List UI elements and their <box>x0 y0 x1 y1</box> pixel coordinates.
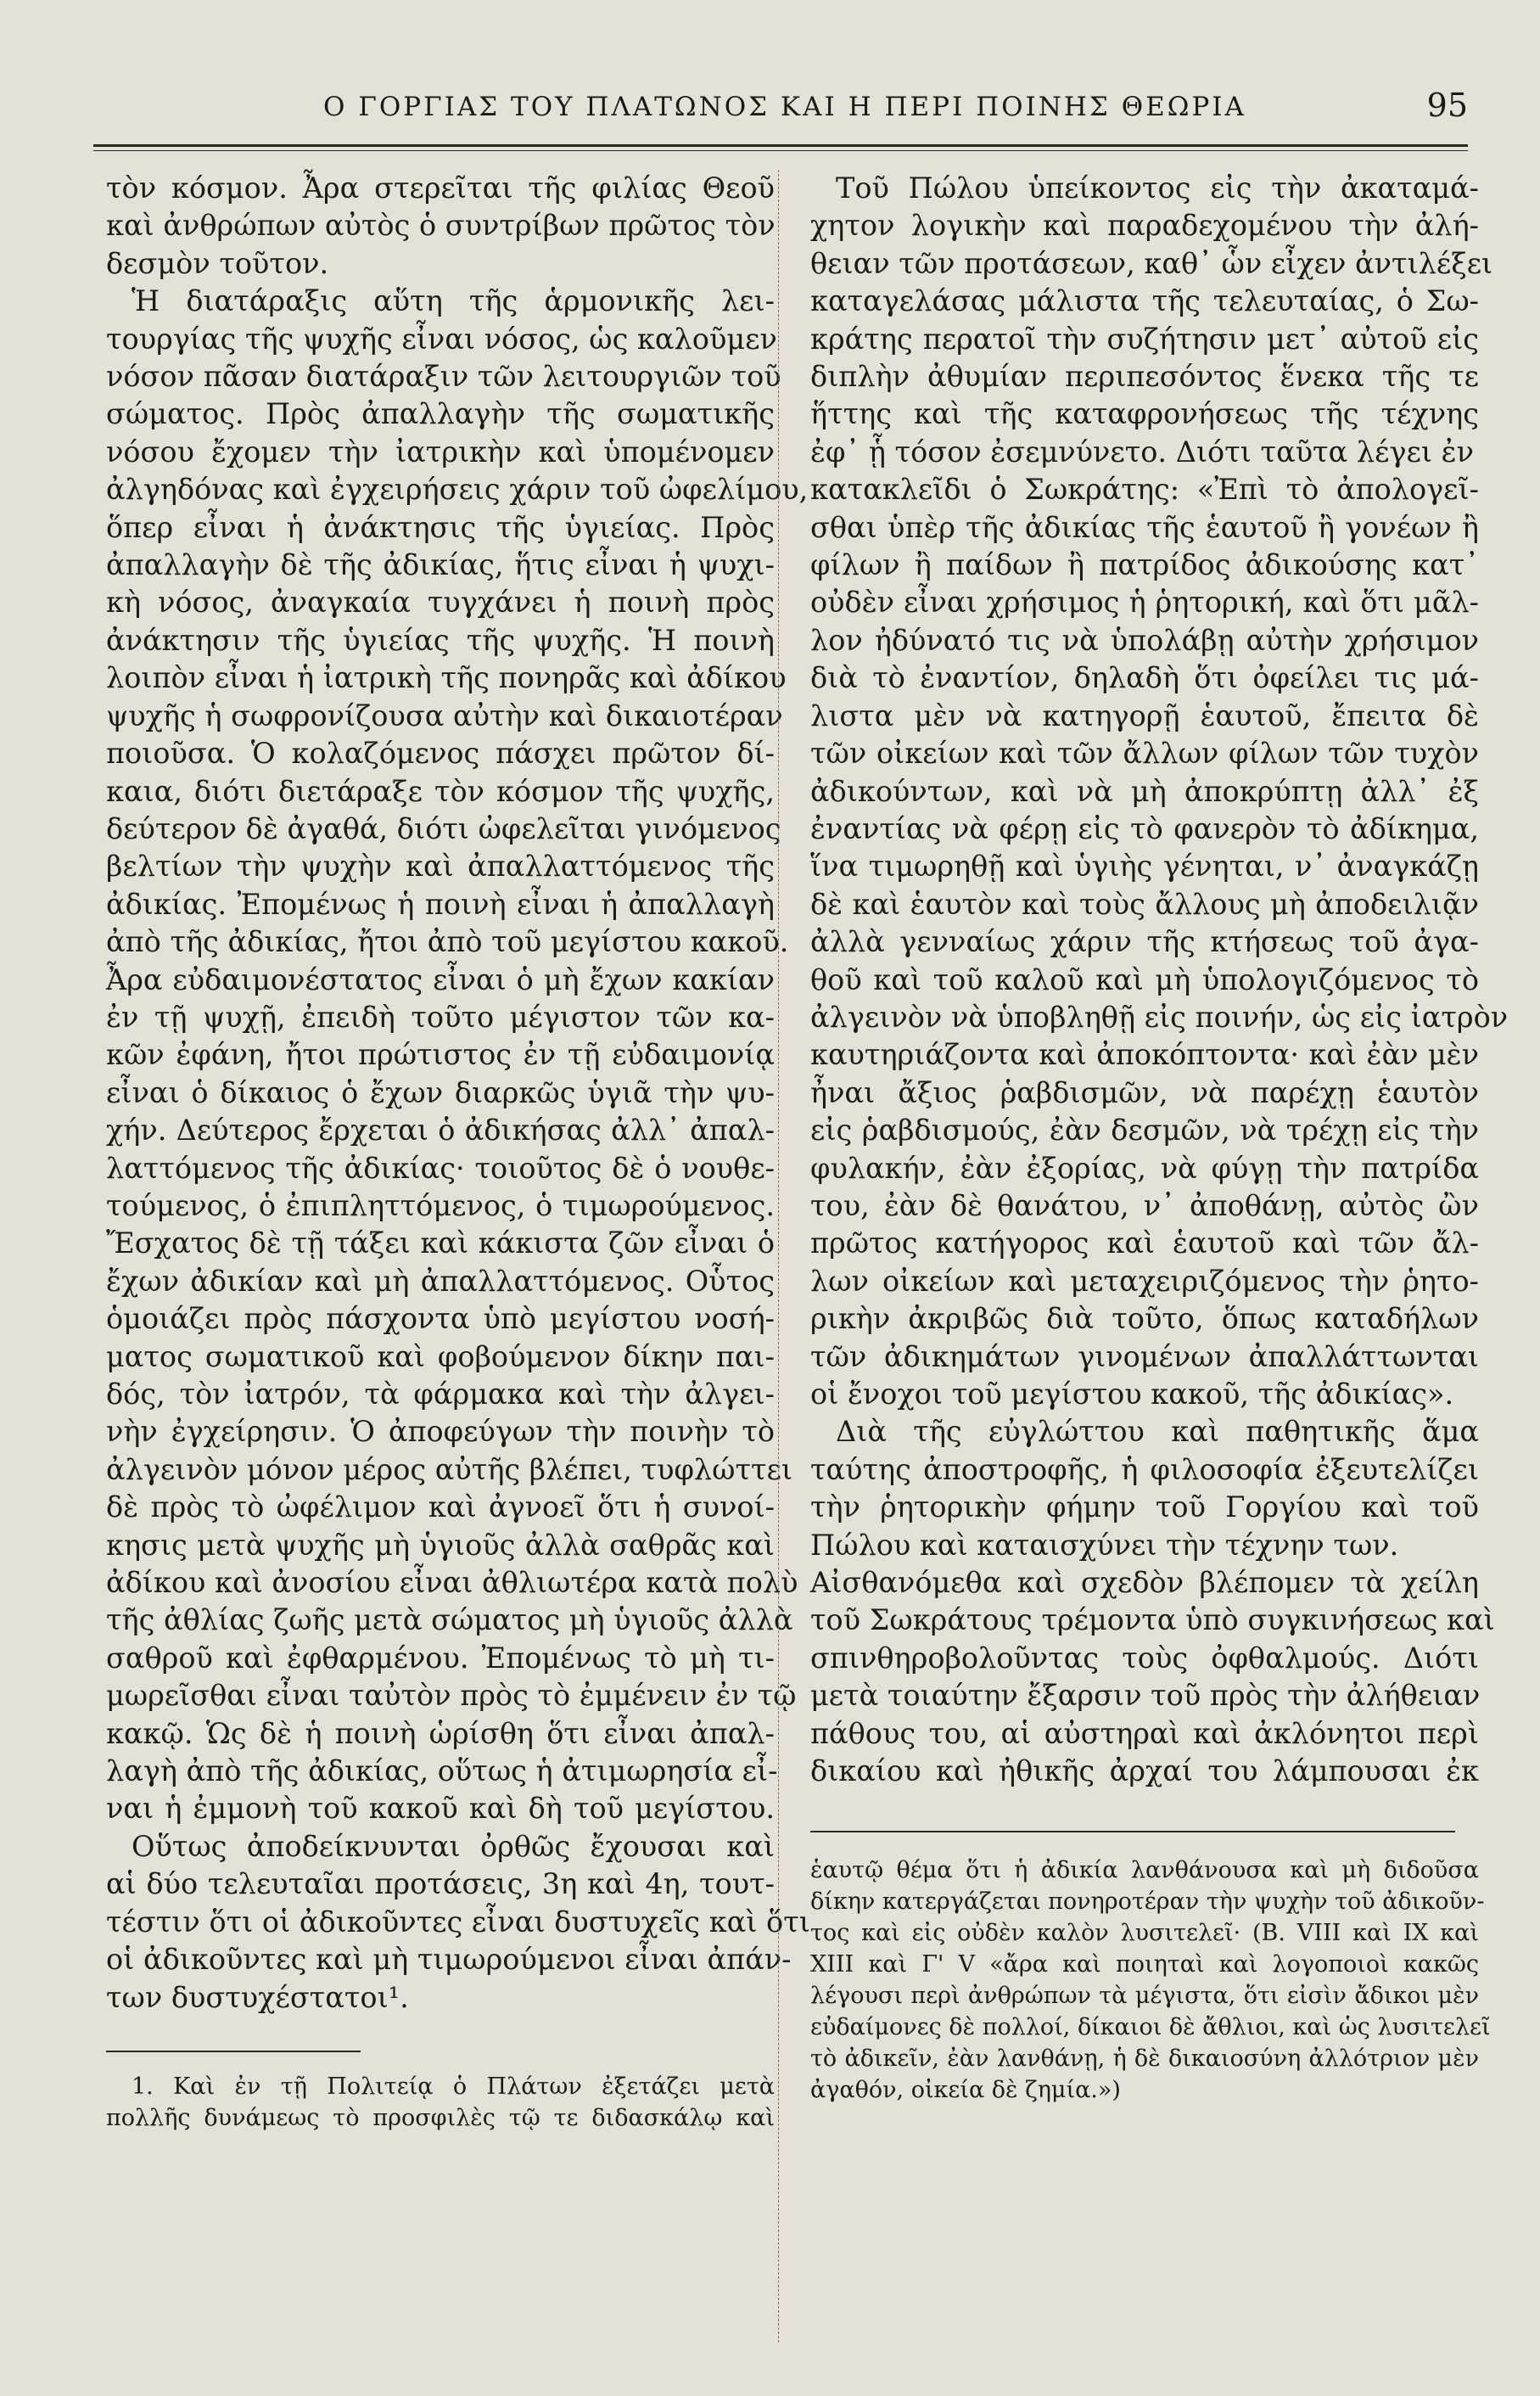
text-line: σαθροῦ καὶ ἐφθαρμένου. Ἐπομένως τὸ μὴ τι- <box>106 1641 775 1675</box>
text-line: λαγὴ ἀπὸ τῆς ἀδικίας, οὕτως ἡ ἀτιμωρησία εἶ- <box>106 1754 778 1788</box>
text-line: καταγελάσας μάλιστα τῆς τελευταίας, ὁ Σω- <box>810 284 1479 318</box>
text-line: του, ἐὰν δὲ θανάτου, ν᾽ ἀποθάνῃ, αὐτὸς ὢν <box>810 1188 1479 1222</box>
text-line: νὴν ἐγχείρησιν. Ὁ ἀποφεύγων τὴν ποινὴν τὸ <box>106 1415 775 1449</box>
text-line: ἀνάκτησιν τῆς ὑγιείας τῆς ψυχῆς. Ἡ ποινὴ <box>106 623 775 657</box>
text-line: χήν. Δεύτερος ἔρχεται ὁ ἀδικήσας ἀλλ᾽ ἀπαλ- <box>106 1114 775 1147</box>
text-line: ταύτης ἀποστροφῆς, ἡ φιλοσοφία ἐξευτελίζει <box>810 1452 1479 1486</box>
text-line: τῶν οἰκείων καὶ τῶν ἄλλων φίλων τῶν τυχὸν <box>810 737 1479 771</box>
text-line: Ἔσχατος δὲ τῇ τάξει καὶ κάκιστα ζῶν εἶναι ὁ <box>106 1226 775 1260</box>
text-line: ὁμοιάζει πρὸς πάσχοντα ὑπὸ μεγίστου νοσή- <box>106 1302 775 1336</box>
text-line: λων οἰκείων καὶ μεταχειριζόμενος τὴν ῥητο- <box>810 1264 1479 1298</box>
text-line: κησις μετὰ ψυχῆς μὴ ὑγιοῦς ἀλλὰ σαθρᾶς καὶ <box>106 1528 775 1562</box>
text-line: των δυστυχέστατοι¹. <box>106 1980 409 2014</box>
text-line: ὅπερ εἶναι ἡ ἀνάκτησις τῆς ὑγιείας. Πρὸς <box>106 510 775 544</box>
text-line: καυτηριάζοντα καὶ ἀποκόπτοντα· καὶ ἐὰν μὲν <box>810 1038 1479 1072</box>
text-line: οὐδὲν εἶναι χρήσιμος ἡ ῥητορική, καὶ ὅτι μᾶλ- <box>810 586 1479 620</box>
text-line: ἥττης καὶ τῆς καταφρονήσεως τῆς τέχνης <box>810 397 1479 431</box>
text-line: φίλων ἢ παίδων ἢ πατρίδος ἀδικούσης κατ᾽ <box>810 548 1479 582</box>
text-line: Διὰ τῆς εὐγλώττου καὶ παθητικῆς ἅμα <box>836 1415 1479 1449</box>
text-line: τέστιν ὅτι οἱ ἀδικοῦντες εἶναι δυστυχεῖς καὶ ὅτι <box>106 1905 810 1939</box>
footnote-line: ἑαυτῷ θέμα ὅτι ἡ ἀδικία λανθάνουσα καὶ μὴ διδοῦσα <box>810 1857 1479 1884</box>
text-line: διπλὴν ἀθυμίαν περιπεσόντος ἕνεκα τῆς τε <box>810 360 1479 394</box>
text-line: ἀδικούντων, καὶ νὰ μὴ ἀποκρύπτῃ ἀλλ᾽ ἐξ <box>810 774 1479 808</box>
text-line: ἀλλὰ γενναίως χάριν τῆς κτήσεως τοῦ ἀγα- <box>810 925 1479 959</box>
text-line: σώματος. Πρὸς ἀπαλλαγὴν τῆς σωματικῆς <box>106 397 775 431</box>
left-column <box>106 170 810 2134</box>
right-column <box>810 170 1509 2106</box>
text-line: τὸν κόσμον. Ἆρα στερεῖται τῆς φιλίας Θεοῦ <box>106 171 775 205</box>
footnote-line: λέγουσι περὶ ἀνθρώπων τὰ μέγιστα, ὅτι εἰσὶν ἄδικοι μὲν <box>810 1983 1479 2010</box>
text-line: δὲ καὶ ἑαυτὸν καὶ τοὺς ἄλλους μὴ ἀποδειλιᾷν <box>810 887 1479 921</box>
text-line: ἦναι ἄξιος ῥαβδισμῶν, νὰ παρέχῃ ἑαυτὸν <box>810 1075 1479 1109</box>
text-line: καὶ ἀνθρώπων αὐτὸς ὁ συντρίβων πρῶτος τὸν <box>106 209 776 243</box>
text-line: ποιοῦσα. Ὁ κολαζόμενος πάσχει πρῶτον δί- <box>106 737 775 771</box>
text-line: δικαίου καὶ ἠθικῆς ἀρχαί του λάμπουσαι ἐκ <box>810 1754 1479 1788</box>
text-line: οἱ ἔνοχοι τοῦ μεγίστου κακοῦ, τῆς ἀδικίας». <box>810 1378 1454 1411</box>
text-line: ρικὴν ἀκριβῶς διὰ τοῦτο, ὅπως καταδήλων <box>810 1302 1479 1336</box>
text-line: νόσον πᾶσαν διατάραξιν τῶν λειτουργιῶν τοῦ <box>106 360 781 394</box>
text-line: μετὰ τοιαύτην ἔξαρσιν τοῦ πρὸς τὴν ἀλήθειαν <box>810 1679 1481 1713</box>
text-line: πάθους του, αἱ αὐστηραὶ καὶ ἀκλόνητοι περὶ <box>810 1716 1479 1750</box>
text-line: ἵνα τιμωρηθῇ καὶ ὑγιὴς γένηται, ν᾽ ἀναγκάζῃ <box>810 850 1479 884</box>
footnote-line: πολλῆς δυνάμεως τὸ προσφιλὲς τῷ τε διδασκάλῳ καὶ <box>106 2104 775 2131</box>
text-line: κακῷ. Ὡς δὲ ἡ ποινὴ ὡρίσθη ὅτι εἶναι ἀπαλ- <box>106 1716 775 1750</box>
header-rule-thin <box>93 150 1468 151</box>
text-line: σπινθηροβολοῦντας τοὺς ὀφθαλμούς. Διότι <box>810 1641 1479 1675</box>
footnote-line: ἀγαθόν, οἰκεία δὲ ζημία.») <box>810 2077 1121 2104</box>
text-line: εἰς ῥαβδισμούς, ἐὰν δεσμῶν, νὰ τρέχῃ εἰς τὴν <box>810 1114 1479 1147</box>
text-line: θειαν τῶν προτάσεων, καθ᾽ ὧν εἶχεν ἀντιλέξει <box>810 246 1493 280</box>
text-line: κατακλεῖδι ὁ Σωκράτης: «Ἐπὶ τὸ ἀπολογεῖ- <box>810 473 1479 507</box>
text-line: Τοῦ Πώλου ὑπείκοντος εἰς τὴν ἀκαταμά- <box>836 171 1479 205</box>
text-line: σθαι ὑπὲρ τῆς ἀδικίας τῆς ἑαυτοῦ ἢ γονέων ἢ <box>810 510 1479 544</box>
footnote-rule <box>810 1831 1455 1832</box>
text-line: ἀδικίας. Ἐπομένως ἡ ποινὴ εἶναι ἡ ἀπαλλαγὴ <box>106 887 775 921</box>
text-line: Ἡ διατάραξις αὕτη τῆς ἁρμονικῆς λει- <box>132 284 775 318</box>
text-line: πρῶτος κατήγορος καὶ ἑαυτοῦ καὶ τῶν ἄλ- <box>810 1226 1479 1260</box>
text-line: λαττόμενος τῆς ἀδικίας· τοιοῦτος δὲ ὁ νουθε- <box>106 1151 775 1185</box>
text-line: ναι ἡ ἐμμονὴ τοῦ κακοῦ καὶ δὴ τοῦ μεγίστου. <box>106 1792 775 1826</box>
text-line: δεσμὸν τοῦτον. <box>106 246 329 280</box>
text-line: ψυχῆς ἡ σωφρονίζουσα αὐτὴν καὶ δικαιοτέραν <box>106 699 783 732</box>
text-line: λοιπὸν εἶναι ἡ ἰατρικὴ τῆς πονηρᾶς καὶ ἀδίκου <box>106 661 787 695</box>
text-line: δὲ πρὸς τὸ ὠφέλιμον καὶ ἀγνοεῖ ὅτι ἡ συνοί- <box>106 1490 775 1524</box>
text-line: λιστα μὲν νὰ κατηγορῇ ἑαυτοῦ, ἔπειτα δὲ <box>810 699 1479 732</box>
text-line: τὴν ῥητορικὴν φήμην τοῦ Γοργίου καὶ τοῦ <box>810 1490 1479 1524</box>
text-line: ἀλγεινὸν μόνον μέρος αὐτῆς βλέπει, τυφλώττει <box>106 1452 793 1486</box>
text-line: χητον λογικὴν καὶ παραδεχομένου τὴν ἀλή- <box>810 209 1479 243</box>
text-line: κὴ νόσος, ἀναγκαία τυγχάνει ἡ ποινὴ πρὸς <box>106 586 775 620</box>
text-line: φυλακήν, ἐὰν ἐξορίας, νὰ φύγῃ τὴν πατρίδα <box>810 1151 1479 1185</box>
text-line: αἱ δύο τελευταῖαι προτάσεις, 3η καὶ 4η, τουτ- <box>106 1867 775 1901</box>
text-line: ἐναντίας νὰ φέρῃ εἰς τὸ φανερὸν τὸ ἀδίκημα, <box>810 811 1479 845</box>
text-line: ἔχων ἀδικίαν καὶ μὴ ἀπαλλαττόμενος. Οὗτος <box>106 1264 775 1298</box>
text-line: Αἰσθανόμεθα καὶ σχεδὸν βλέπομεν τὰ χείλη <box>810 1566 1479 1600</box>
text-line: οἱ ἀδικοῦντες καὶ μὴ τιμωρούμενοι εἶναι ἀπάν- <box>106 1943 792 1977</box>
text-line: βελτίων τὴν ψυχὴν καὶ ἀπαλλαττόμενος τῆς <box>106 850 775 884</box>
footnote-line: εὐδαίμονες δὲ πολλοί, δίκαιοι δὲ ἄθλιοι, καὶ ὡς λυσιτελεῖ <box>810 2014 1491 2041</box>
text-line: Πώλου καὶ καταισχύνει τὴν τέχνην των. <box>810 1528 1399 1562</box>
text-line: τοῦ Σωκράτους τρέμοντα ὑπὸ συγκινήσεως καὶ <box>810 1603 1495 1637</box>
text-line: ἀλγηδόνας καὶ ἐγχειρήσεις χάριν τοῦ ὠφελίμου, <box>106 473 809 507</box>
text-line: ἀλγεινὸν νὰ ὑποβληθῇ εἰς ποινήν, ὡς εἰς ἰατρὸν <box>810 1000 1509 1034</box>
text-line: τουργίας τῆς ψυχῆς εἶναι νόσος, ὡς καλοῦμεν <box>106 322 777 356</box>
column-divider <box>778 170 779 2343</box>
text-line: ἀπαλλαγὴν δὲ τῆς ἀδικίας, ἥτις εἶναι ἡ ψυχι- <box>106 548 775 582</box>
footnote-line: 1. Καὶ ἐν τῇ Πολιτείᾳ ὁ Πλάτων ἐξετάζει μετὰ <box>132 2073 775 2100</box>
text-line: λον ἠδύνατό τις νὰ ὑπολάβῃ αὐτὴν χρήσιμον <box>810 623 1479 657</box>
footnote-line: δίκην κατεργάζεται πονηροτέραν τὴν ψυχὴν τοῦ ἀδικοῦν- <box>810 1888 1485 1916</box>
running-title: Ο ΓΟΡΓΙΑΣ ΤΟΥ ΠΛΑΤΩΝΟΣ ΚΑΙ Η ΠΕΡΙ ΠΟΙΝΗΣ ΘΕΩΡΙΑ <box>323 92 1246 122</box>
header-rule <box>93 144 1468 147</box>
text-line: κῶν ἐφάνη, ἤτοι πρώτιστος ἐν τῇ εὐδαιμονίᾳ <box>106 1038 775 1072</box>
text-line: κράτης περατοῖ τὴν συζήτησιν μετ᾽ αὐτοῦ εἰς <box>810 322 1479 356</box>
text-line: Οὕτως ἀποδείκνυνται ὀρθῶς ἔχουσαι καὶ <box>132 1829 775 1863</box>
text-line: ἀπὸ τῆς ἀδικίας, ἤτοι ἀπὸ τοῦ μεγίστου κακοῦ. <box>106 925 789 959</box>
text-line: νόσου ἔχομεν τὴν ἰατρικὴν καὶ ὑπομένομεν <box>106 435 775 469</box>
page-number: 95 <box>1426 87 1468 124</box>
text-line: τῶν ἀδικημάτων γινομένων ἀπαλλάττωνται <box>810 1339 1479 1373</box>
text-line: καια, διότι διετάραξε τὸν κόσμον τῆς ψυχῆς, <box>106 774 775 808</box>
text-line: δεύτερον δὲ ἀγαθά, διότι ὠφελεῖται γινόμενος <box>106 811 781 845</box>
text-line: δός, τὸν ἰατρόν, τὰ φάρμακα καὶ τὴν ἀλγει- <box>106 1378 775 1411</box>
text-line: θοῦ καὶ τοῦ καλοῦ καὶ μὴ ὑπολογιζόμενος τὸ <box>810 962 1479 996</box>
page-header <box>93 88 1468 139</box>
text-line: ἐφ᾽ ᾗ τόσον ἐσεμνύνετο. Διότι ταῦτα λέγει ἐν <box>810 435 1474 469</box>
text-line: μωρεῖσθαι εἶναι ταὐτὸν πρὸς τὸ ἐμμένειν ἐν τῷ <box>106 1679 797 1713</box>
text-line: ἀδίκου καὶ ἀνοσίου εἶναι ἀθλιωτέρα κατὰ πολὺ <box>106 1566 798 1600</box>
footnote-line: τος καὶ εἰς οὐδὲν καλὸν λυσιτελεῖ· (Β. VIII καὶ IX καὶ <box>810 1920 1479 1947</box>
text-line: εἶναι ὁ δίκαιος ὁ ἔχων διαρκῶς ὑγιᾶ τὴν ψυ- <box>106 1075 775 1109</box>
text-line: διὰ τὸ ἐναντίον, δηλαδὴ ὅτι ὀφείλει τις μά- <box>810 661 1479 695</box>
text-line: τῆς ἀθλίας ζωῆς μετὰ σώματος μὴ ὑγιοῦς ἀλλὰ <box>106 1603 793 1637</box>
text-line: ἐν τῇ ψυχῇ, ἐπειδὴ τοῦτο μέγιστον τῶν κα- <box>106 1000 775 1034</box>
footnote-line: τὸ ἀδικεῖν, ἐὰν λανθάνῃ, ἡ δὲ δικαιοσύνη ἀλλότριον μὲν <box>810 2045 1479 2073</box>
text-line: Ἆρα εὐδαιμονέστατος εἶναι ὁ μὴ ἔχων κακίαν <box>106 962 775 996</box>
footnote-line: XIII καὶ Γ' V «ἄρα καὶ ποιηταὶ καὶ λογοποιοὶ κακῶς <box>810 1951 1479 1978</box>
text-line: τούμενος, ὁ ἐπιπληττόμενος, ὁ τιμωρούμενος. <box>106 1188 775 1222</box>
footnote-rule <box>106 2051 361 2052</box>
text-line: ματος σωματικοῦ καὶ φοβούμενον δίκην παι- <box>106 1339 775 1373</box>
